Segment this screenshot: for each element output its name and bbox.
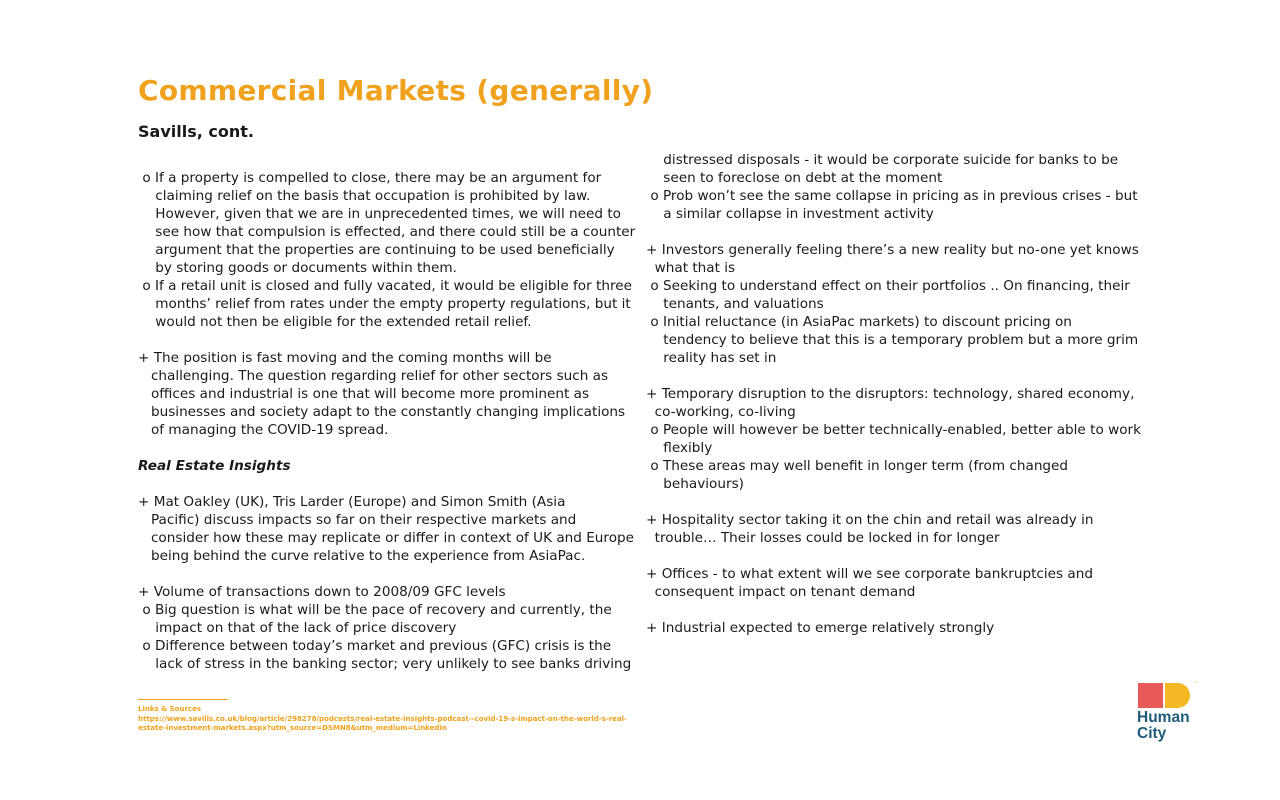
text-line: o Big question is what will be the pace of recovery and currently, the: [138, 602, 612, 618]
text-line: reality has set in: [646, 350, 777, 366]
source-link-line-2[interactable]: estate-investment-markets.aspx?utm_source=DSMN8&utm_medium=Linkedin: [138, 724, 447, 732]
logo-trademark: ™: [1193, 681, 1198, 687]
text-line: + Offices - to what extent will we see corporate bankruptcies and: [646, 566, 1093, 582]
blank-line: [138, 475, 638, 493]
source-link-line-1[interactable]: https://www.savills.co.uk/blog/article/298278/podcasts/real-estate-insights-podcast--covid-19-s-impact-on-the-world-s-real-: [138, 714, 627, 723]
text-line: + Industrial expected to emerge relatively strongly: [646, 620, 995, 636]
text-line: + Temporary disruption to the disruptors: technology, shared economy,: [646, 386, 1135, 402]
logo-word-human: Human: [1137, 709, 1190, 726]
text-line: Pacific) discuss impacts so far on their respective markets and: [138, 512, 577, 528]
right-text-column: [646, 151, 1166, 637]
text-line: + Hospitality sector taking it on the chin and retail was already in: [646, 512, 1094, 528]
page-subtitle: Savills, cont.: [138, 122, 254, 141]
text-line: o If a property is compelled to close, there may be an argument for: [138, 170, 602, 186]
blank-line: [138, 331, 638, 349]
text-line: o Difference between today’s market and previous (GFC) crisis is the: [138, 638, 612, 654]
text-line: by storing goods or documents within them.: [138, 260, 457, 276]
text-line: o If a retail unit is closed and fully vacated, it would be eligible for three: [138, 278, 632, 294]
text-line: + The position is fast moving and the coming months will be: [138, 350, 552, 366]
text-line: impact on that of the lack of price discovery: [138, 620, 457, 636]
text-line: businesses and society adapt to the constantly changing implications: [138, 404, 626, 420]
text-line: challenging. The question regarding relief for other sectors such as: [138, 368, 609, 384]
logo-yellow-shape-icon: [1165, 683, 1190, 708]
text-line: co-working, co-living: [646, 404, 796, 420]
text-line: o People will however be better technically-enabled, better able to work: [646, 422, 1141, 438]
text-line: being behind the curve relative to the experience from AsiaPac.: [138, 548, 586, 564]
text-line: consider how these may replicate or differ in context of UK and Europe: [138, 530, 635, 546]
text-line: months’ relief from rates under the empty property regulations, but it: [138, 296, 631, 312]
section-heading: Real Estate Insights: [138, 458, 291, 474]
text-line: + Investors generally feeling there’s a new reality but no-one yet knows: [646, 242, 1139, 258]
text-line: However, given that we are in unprecedented times, we will need to: [138, 206, 621, 222]
blank-line: [646, 601, 1166, 619]
text-line: a similar collapse in investment activity: [646, 206, 934, 222]
blank-line: [138, 565, 638, 583]
text-line: + Volume of transactions down to 2008/09 GFC levels: [138, 584, 506, 600]
blank-line: [646, 367, 1166, 385]
text-line: would not then be eligible for the extended retail relief.: [138, 314, 532, 330]
blank-line: [138, 439, 638, 457]
text-line: o Prob won’t see the same collapse in pricing as in previous crises - but: [646, 188, 1138, 204]
text-line: lack of stress in the banking sector; very unlikely to see banks driving: [138, 656, 632, 672]
text-line: + Mat Oakley (UK), Tris Larder (Europe) and Simon Smith (Asia: [138, 494, 566, 510]
text-line: claiming relief on the basis that occupation is prohibited by law.: [138, 188, 591, 204]
text-line: argument that the properties are continuing to be used beneficially: [138, 242, 615, 258]
text-line: of managing the COVID-19 spread.: [138, 422, 389, 438]
left-text-column: [138, 151, 638, 673]
text-line: o Seeking to understand effect on their portfolios .. On financing, their: [646, 278, 1130, 294]
text-line: what that is: [646, 260, 736, 276]
sources-divider: [138, 699, 228, 700]
text-line: tenants, and valuations: [646, 296, 824, 312]
text-line: trouble… Their losses could be locked in for longer: [646, 530, 1000, 546]
blank-line: [646, 547, 1166, 565]
blank-line: [646, 223, 1166, 241]
blank-line: [138, 151, 638, 169]
blank-line: [646, 493, 1166, 511]
links-and-sources: [138, 699, 627, 734]
page-title: Commercial Markets (generally): [138, 74, 654, 107]
logo-red-square-icon: [1138, 683, 1163, 708]
text-line: tendency to believe that this is a temporary problem but a more grim: [646, 332, 1139, 348]
logo-wordmark: [1137, 710, 1190, 742]
text-line: behaviours): [646, 476, 744, 492]
text-line: consequent impact on tenant demand: [646, 584, 916, 600]
text-line: o Initial reluctance (in AsiaPac markets) to discount pricing on: [646, 314, 1072, 330]
sources-heading: Links & Sources: [138, 705, 201, 713]
text-line: flexibly: [646, 440, 713, 456]
human-city-logo: [1137, 682, 1207, 746]
text-line: distressed disposals - it would be corporate suicide for banks to be: [646, 152, 1119, 168]
text-line: o These areas may well benefit in longer term (from changed: [646, 458, 1069, 474]
logo-word-city: City: [1137, 725, 1167, 742]
text-line: seen to foreclose on debt at the moment: [646, 170, 943, 186]
text-line: see how that compulsion is effected, and there could still be a counter: [138, 224, 636, 240]
text-line: offices and industrial is one that will become more prominent as: [138, 386, 590, 402]
